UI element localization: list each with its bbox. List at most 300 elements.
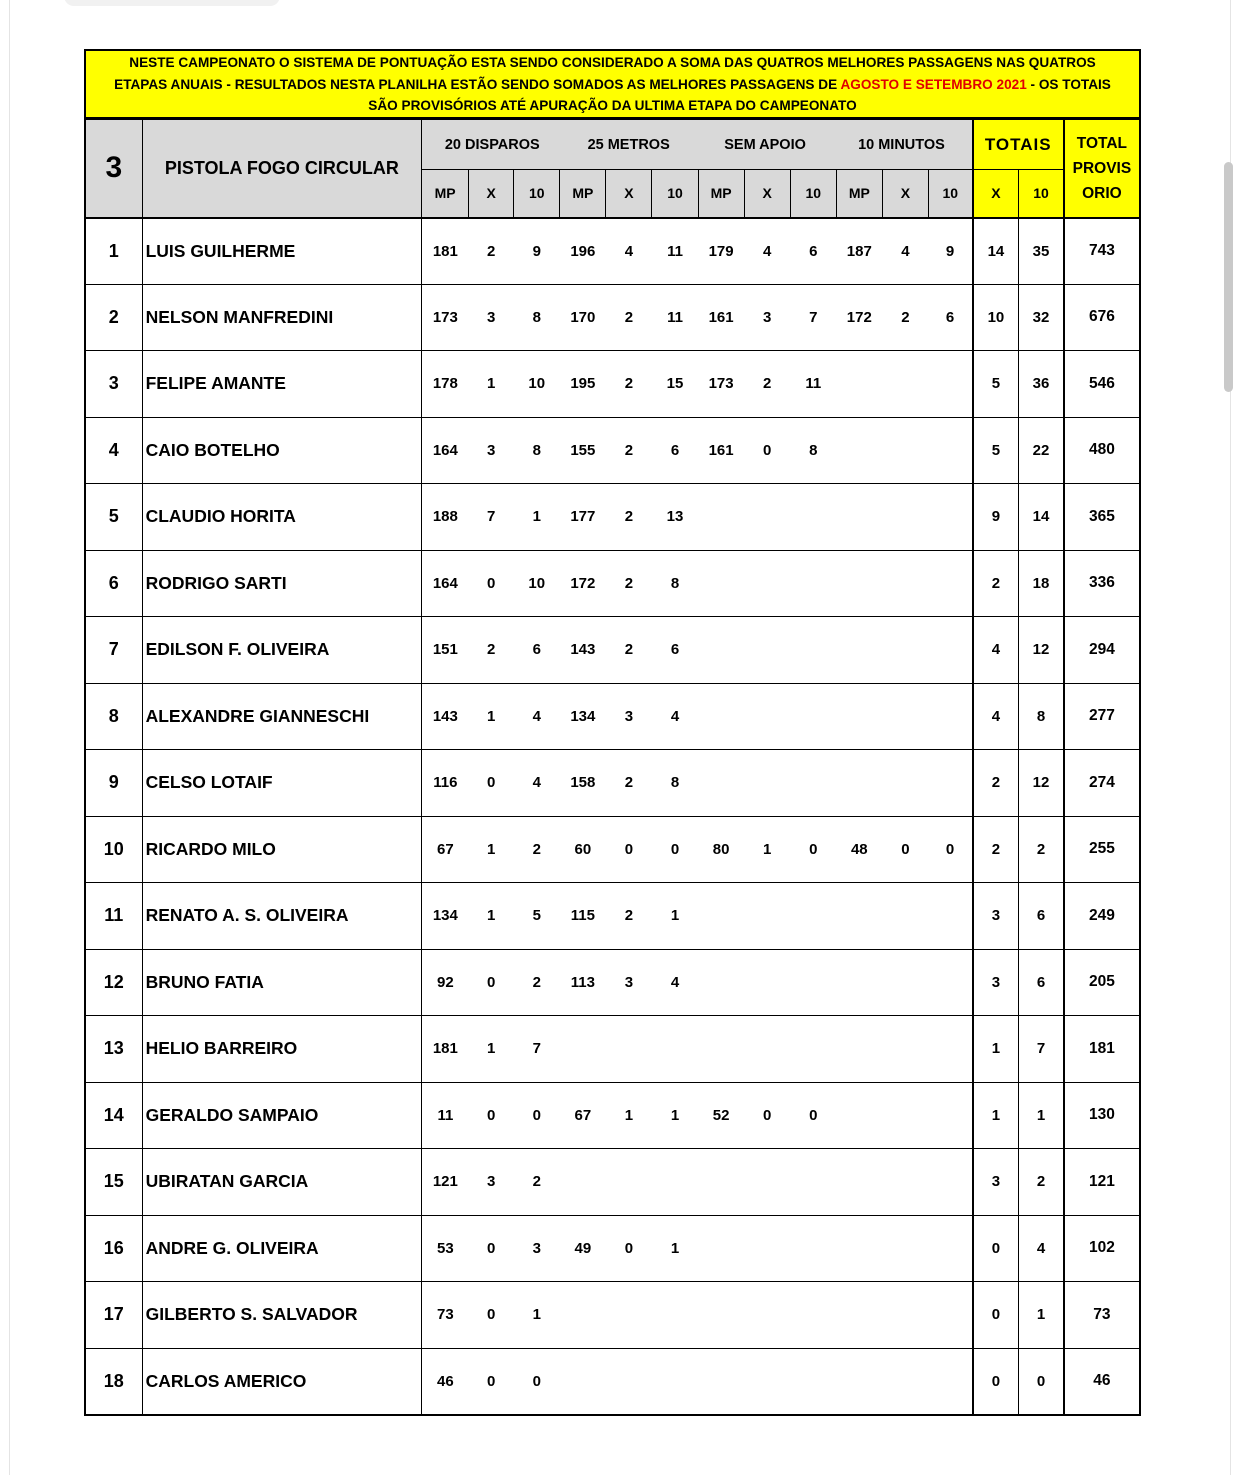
score-10: 3 (514, 1215, 560, 1282)
score-mp: 164 (422, 550, 469, 617)
score-10: 6 (790, 218, 836, 285)
totais-x-cell: 0 (973, 1348, 1019, 1415)
score-mp (698, 617, 744, 684)
score-x (744, 949, 790, 1016)
score-mp: 178 (422, 351, 469, 418)
notice-line-1: NESTE CAMPEONATO O SISTEMA DE PONTUAÇÃO ESTA SENDO CONSIDERADO A SOMA DAS QUATROS MELHORES PASSAGENS NAS QUATROS (129, 55, 1096, 70)
score-mp (698, 550, 744, 617)
totais-x-cell: 3 (973, 883, 1019, 950)
total-header-line-1: TOTAL (1076, 134, 1128, 152)
score-x (606, 1149, 652, 1216)
sub-header-mp: MP (836, 170, 882, 218)
score-x (882, 1149, 928, 1216)
totais-10-cell: 35 (1019, 218, 1064, 285)
rank-cell: 13 (85, 1016, 142, 1083)
score-10: 1 (514, 484, 560, 551)
total-provisorio-cell: 294 (1064, 617, 1140, 684)
score-x: 0 (469, 750, 514, 817)
athlete-name: CLAUDIO HORITA (142, 484, 421, 551)
athlete-name: FELIPE AMANTE (142, 351, 421, 418)
score-mp: 116 (422, 750, 469, 817)
score-mp: 67 (422, 816, 469, 883)
score-10: 11 (652, 284, 698, 351)
table-row (85, 883, 1140, 950)
totais-x-cell: 10 (973, 284, 1019, 351)
rank-cell: 5 (85, 484, 142, 551)
score-x (882, 351, 928, 418)
score-mp: 161 (698, 417, 744, 484)
score-x (882, 1348, 928, 1415)
score-10: 2 (514, 1149, 560, 1216)
score-10 (928, 1149, 972, 1216)
score-mp (836, 750, 882, 817)
score-mp: 11 (422, 1082, 469, 1149)
score-x: 2 (606, 883, 652, 950)
totais-10-cell: 32 (1019, 284, 1064, 351)
score-10: 0 (928, 816, 972, 883)
score-x: 2 (606, 351, 652, 418)
total-provisorio-cell: 121 (1064, 1149, 1140, 1216)
score-x: 4 (606, 218, 652, 285)
score-mp (698, 484, 744, 551)
score-mp: 52 (698, 1082, 744, 1149)
score-x: 3 (469, 284, 514, 351)
sub-header-mp: MP (560, 170, 606, 218)
totais-x-cell: 2 (973, 750, 1019, 817)
table-row (85, 949, 1140, 1016)
table-row (85, 351, 1140, 418)
athlete-name: ANDRE G. OLIVEIRA (142, 1215, 421, 1282)
rank-cell: 11 (85, 883, 142, 950)
score-x: 2 (606, 484, 652, 551)
score-10: 7 (790, 284, 836, 351)
score-x: 2 (882, 284, 928, 351)
total-provisorio-cell: 102 (1064, 1215, 1140, 1282)
score-10 (652, 1016, 698, 1083)
totais-x-cell: 3 (973, 949, 1019, 1016)
score-mp: 173 (698, 351, 744, 418)
score-mp: 173 (422, 284, 469, 351)
table-row (85, 1149, 1140, 1216)
score-x: 0 (606, 1215, 652, 1282)
score-x (882, 617, 928, 684)
score-x: 0 (469, 1282, 514, 1349)
score-10 (790, 617, 836, 684)
total-provisorio-cell: 277 (1064, 683, 1140, 750)
score-x (606, 1282, 652, 1349)
rank-cell: 8 (85, 683, 142, 750)
total-provisorio-cell: 46 (1064, 1348, 1140, 1415)
totais-x-cell: 0 (973, 1282, 1019, 1349)
score-x: 2 (744, 351, 790, 418)
score-mp: 48 (836, 816, 882, 883)
score-10: 2 (514, 816, 560, 883)
score-x: 2 (606, 750, 652, 817)
totais-10-cell: 2 (1019, 1149, 1064, 1216)
vertical-scrollbar[interactable] (1224, 162, 1233, 392)
table-row (85, 1348, 1140, 1415)
total-provisorio-cell: 255 (1064, 816, 1140, 883)
score-10 (928, 1082, 972, 1149)
score-mp: 187 (836, 218, 882, 285)
score-x (744, 1348, 790, 1415)
rank-cell: 2 (85, 284, 142, 351)
total-provisorio-cell: 676 (1064, 284, 1140, 351)
score-mp (698, 883, 744, 950)
notice-banner (84, 49, 1141, 119)
rank-cell: 7 (85, 617, 142, 684)
score-x (744, 883, 790, 950)
athlete-name: RODRIGO SARTI (142, 550, 421, 617)
score-x: 1 (469, 351, 514, 418)
score-10 (928, 949, 972, 1016)
rank-cell: 14 (85, 1082, 142, 1149)
score-x: 2 (606, 550, 652, 617)
score-10: 7 (514, 1016, 560, 1083)
score-x: 0 (882, 816, 928, 883)
score-10: 0 (652, 816, 698, 883)
score-mp (836, 1082, 882, 1149)
sub-header-mp: MP (422, 170, 469, 218)
score-x (882, 550, 928, 617)
score-10: 15 (652, 351, 698, 418)
rank-cell: 4 (85, 417, 142, 484)
table-row (85, 750, 1140, 817)
total-provisorio-header (1064, 120, 1140, 218)
score-10: 9 (928, 218, 972, 285)
score-10 (652, 1149, 698, 1216)
score-mp (836, 883, 882, 950)
score-mp: 113 (560, 949, 606, 1016)
totais-10-cell: 4 (1019, 1215, 1064, 1282)
score-mp: 177 (560, 484, 606, 551)
score-x: 1 (469, 683, 514, 750)
totais-10-cell: 22 (1019, 417, 1064, 484)
score-10 (790, 1149, 836, 1216)
results-body (85, 218, 1140, 1415)
score-mp: 60 (560, 816, 606, 883)
total-provisorio-cell: 73 (1064, 1282, 1140, 1349)
score-x: 0 (744, 417, 790, 484)
score-10 (652, 1348, 698, 1415)
athlete-name: GILBERTO S. SALVADOR (142, 1282, 421, 1349)
totais-10-cell: 36 (1019, 351, 1064, 418)
score-mp: 53 (422, 1215, 469, 1282)
score-mp (698, 1016, 744, 1083)
notice-highlight: AGOSTO E SETEMBRO 2021 (840, 76, 1027, 92)
score-10: 6 (652, 417, 698, 484)
score-10: 4 (514, 750, 560, 817)
score-10 (790, 1282, 836, 1349)
score-10: 0 (790, 816, 836, 883)
score-x (744, 617, 790, 684)
athlete-name: BRUNO FATIA (142, 949, 421, 1016)
score-x (882, 883, 928, 950)
total-provisorio-cell: 181 (1064, 1016, 1140, 1083)
totais-x-cell: 4 (973, 617, 1019, 684)
score-10 (652, 1282, 698, 1349)
score-mp: 80 (698, 816, 744, 883)
totais-10-cell: 14 (1019, 484, 1064, 551)
score-10: 8 (790, 417, 836, 484)
totais-x-cell: 9 (973, 484, 1019, 551)
score-mp: 134 (560, 683, 606, 750)
total-header-line-2: PROVIS (1072, 159, 1132, 177)
score-mp: 161 (698, 284, 744, 351)
table-row (85, 1282, 1140, 1349)
score-10 (790, 550, 836, 617)
score-10 (790, 1215, 836, 1282)
totais-x-cell: 2 (973, 816, 1019, 883)
athlete-name: CAIO BOTELHO (142, 417, 421, 484)
sub-header-x: X (606, 170, 652, 218)
score-mp (698, 1348, 744, 1415)
score-mp (836, 484, 882, 551)
athlete-name: CELSO LOTAIF (142, 750, 421, 817)
rank-cell: 16 (85, 1215, 142, 1282)
score-10 (928, 1016, 972, 1083)
category-number: 3 (85, 120, 142, 218)
score-mp (836, 351, 882, 418)
score-x: 0 (744, 1082, 790, 1149)
score-x: 4 (744, 218, 790, 285)
score-x (882, 1082, 928, 1149)
totais-10-header: 10 (1019, 170, 1064, 218)
score-mp (836, 1215, 882, 1282)
score-x (744, 1016, 790, 1083)
score-x: 3 (744, 284, 790, 351)
score-mp: 49 (560, 1215, 606, 1282)
sub-header-10: 10 (652, 170, 698, 218)
score-10 (928, 883, 972, 950)
score-x: 3 (469, 417, 514, 484)
score-x: 3 (606, 683, 652, 750)
score-10: 8 (652, 550, 698, 617)
score-10 (928, 417, 972, 484)
score-x (744, 750, 790, 817)
score-x (744, 1215, 790, 1282)
rank-cell: 15 (85, 1149, 142, 1216)
notice-line-2-end: - OS TOTAIS (1026, 76, 1111, 92)
table-header (85, 120, 1140, 218)
totais-10-cell: 6 (1019, 949, 1064, 1016)
score-x: 0 (469, 1348, 514, 1415)
rank-cell: 12 (85, 949, 142, 1016)
score-mp (698, 1282, 744, 1349)
score-x (744, 484, 790, 551)
score-10: 10 (514, 550, 560, 617)
score-x (882, 1215, 928, 1282)
rank-cell: 18 (85, 1348, 142, 1415)
score-x (744, 550, 790, 617)
score-mp: 170 (560, 284, 606, 351)
score-x: 1 (469, 883, 514, 950)
score-10 (790, 683, 836, 750)
totais-x-cell: 4 (973, 683, 1019, 750)
rank-cell: 9 (85, 750, 142, 817)
score-x (882, 484, 928, 551)
totais-10-cell: 8 (1019, 683, 1064, 750)
total-provisorio-cell: 743 (1064, 218, 1140, 285)
totais-header: TOTAIS (973, 120, 1064, 170)
score-mp (560, 1149, 606, 1216)
score-x (882, 1016, 928, 1083)
score-x (882, 683, 928, 750)
score-x: 7 (469, 484, 514, 551)
score-x: 1 (469, 816, 514, 883)
table-row (85, 1215, 1140, 1282)
score-10: 5 (514, 883, 560, 950)
score-x: 3 (469, 1149, 514, 1216)
totais-x-cell: 1 (973, 1082, 1019, 1149)
table-row (85, 683, 1140, 750)
score-10 (790, 883, 836, 950)
score-x (606, 1016, 652, 1083)
athlete-name: HELIO BARREIRO (142, 1016, 421, 1083)
athlete-name: LUIS GUILHERME (142, 218, 421, 285)
total-provisorio-cell: 249 (1064, 883, 1140, 950)
score-10: 8 (652, 750, 698, 817)
total-provisorio-cell: 480 (1064, 417, 1140, 484)
score-mp (836, 1149, 882, 1216)
totais-10-cell: 0 (1019, 1348, 1064, 1415)
score-10 (928, 683, 972, 750)
score-x: 2 (606, 284, 652, 351)
table-row (85, 284, 1140, 351)
totais-x-header: X (973, 170, 1019, 218)
rank-cell: 1 (85, 218, 142, 285)
score-x: 0 (469, 949, 514, 1016)
score-mp: 92 (422, 949, 469, 1016)
score-10 (928, 1282, 972, 1349)
total-provisorio-cell: 336 (1064, 550, 1140, 617)
score-x: 1 (744, 816, 790, 883)
score-10 (790, 949, 836, 1016)
score-10 (928, 484, 972, 551)
score-x: 2 (469, 218, 514, 285)
score-x (744, 1149, 790, 1216)
notice-line-2-start: ETAPAS ANUAIS - RESULTADOS NESTA PLANILHA ESTÃO SENDO SOMADOS AS MELHORES PASSAGENS DE (114, 76, 841, 92)
event-header-25-metros: 25 METROS (587, 136, 670, 153)
score-mp (836, 949, 882, 1016)
rank-cell: 17 (85, 1282, 142, 1349)
score-10 (790, 484, 836, 551)
totais-10-cell: 18 (1019, 550, 1064, 617)
score-10: 6 (514, 617, 560, 684)
score-10: 11 (652, 218, 698, 285)
score-mp: 115 (560, 883, 606, 950)
score-mp: 188 (422, 484, 469, 551)
total-provisorio-cell: 130 (1064, 1082, 1140, 1149)
score-10: 8 (514, 284, 560, 351)
score-mp (698, 1149, 744, 1216)
athlete-name: GERALDO SAMPAIO (142, 1082, 421, 1149)
sub-header-10: 10 (790, 170, 836, 218)
score-mp: 195 (560, 351, 606, 418)
score-mp: 67 (560, 1082, 606, 1149)
sub-header-10: 10 (514, 170, 560, 218)
totais-10-cell: 1 (1019, 1282, 1064, 1349)
totais-10-cell: 7 (1019, 1016, 1064, 1083)
totais-10-cell: 1 (1019, 1082, 1064, 1149)
score-10: 1 (652, 883, 698, 950)
score-10 (928, 550, 972, 617)
score-mp: 172 (836, 284, 882, 351)
score-10: 4 (514, 683, 560, 750)
score-mp: 143 (422, 683, 469, 750)
results-sheet (84, 49, 1141, 1416)
score-mp (698, 1215, 744, 1282)
score-mp (836, 683, 882, 750)
total-provisorio-cell: 546 (1064, 351, 1140, 418)
event-header-sem-apoio: SEM APOIO (724, 136, 806, 153)
score-mp: 155 (560, 417, 606, 484)
table-row (85, 1016, 1140, 1083)
score-10: 4 (652, 683, 698, 750)
score-x: 0 (469, 550, 514, 617)
score-x: 1 (469, 1016, 514, 1083)
score-x (882, 949, 928, 1016)
athlete-name: NELSON MANFREDINI (142, 284, 421, 351)
event-header-10-minutos: 10 MINUTOS (858, 136, 945, 153)
score-x (744, 683, 790, 750)
score-10: 1 (652, 1082, 698, 1149)
score-x: 0 (606, 816, 652, 883)
score-x (744, 1282, 790, 1349)
score-mp: 73 (422, 1282, 469, 1349)
totais-x-cell: 14 (973, 218, 1019, 285)
table-row (85, 617, 1140, 684)
athlete-name: RENATO A. S. OLIVEIRA (142, 883, 421, 950)
score-x (882, 750, 928, 817)
score-10: 0 (514, 1348, 560, 1415)
score-10: 2 (514, 949, 560, 1016)
score-mp: 121 (422, 1149, 469, 1216)
score-10: 4 (652, 949, 698, 1016)
score-10 (928, 1348, 972, 1415)
sub-header-x: X (744, 170, 790, 218)
score-mp (836, 1016, 882, 1083)
results-table (84, 119, 1141, 1416)
score-x (606, 1348, 652, 1415)
score-10 (790, 1348, 836, 1415)
sub-header-10: 10 (928, 170, 972, 218)
score-mp (836, 550, 882, 617)
table-row (85, 550, 1140, 617)
table-row (85, 417, 1140, 484)
score-mp (698, 750, 744, 817)
total-provisorio-cell: 205 (1064, 949, 1140, 1016)
score-10 (928, 1215, 972, 1282)
score-10 (928, 617, 972, 684)
totais-x-cell: 2 (973, 550, 1019, 617)
athlete-name: RICARDO MILO (142, 816, 421, 883)
score-10: 11 (790, 351, 836, 418)
score-x (882, 1282, 928, 1349)
score-mp: 181 (422, 218, 469, 285)
score-mp: 181 (422, 1016, 469, 1083)
rank-cell: 10 (85, 816, 142, 883)
totais-x-cell: 0 (973, 1215, 1019, 1282)
score-x: 2 (469, 617, 514, 684)
athlete-name: CARLOS AMERICO (142, 1348, 421, 1415)
notice-line-3: SÃO PROVISÓRIOS ATÉ APURAÇÃO DA ULTIMA ETAPA DO CAMPEONATO (368, 98, 857, 113)
score-x: 2 (606, 617, 652, 684)
notice-line-2 (86, 74, 1139, 96)
totais-10-cell: 2 (1019, 816, 1064, 883)
score-mp (560, 1016, 606, 1083)
score-mp: 46 (422, 1348, 469, 1415)
